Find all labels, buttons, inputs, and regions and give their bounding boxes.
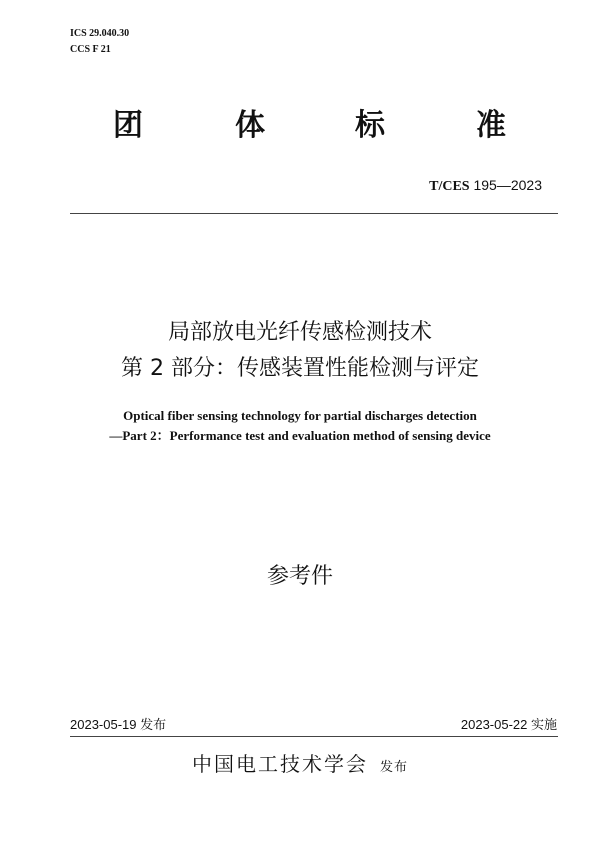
standard-type-char-2: 体	[235, 108, 265, 143]
standard-number	[429, 176, 542, 196]
title-en-line-2: —Part 2：Performance test and evaluation method of sensing device	[109, 428, 491, 443]
publisher-name: 中国电工技术学会	[191, 752, 368, 776]
standard-type-char-3: 标	[355, 108, 385, 143]
title-cn-line-2: 第 2 部分：传感装置性能检测与评定	[121, 356, 479, 381]
standard-type-char-4: 准	[476, 108, 506, 143]
header-divider	[70, 213, 558, 214]
issue-date: 2023-05-19 发布	[70, 717, 167, 732]
ics-code: ICS 29.040.30	[70, 28, 130, 39]
publisher	[0, 750, 600, 782]
standard-type-char-1: 团	[113, 108, 143, 143]
standard-number-value: 195—2023	[473, 177, 542, 193]
standard-type-heading	[0, 108, 600, 148]
title-en-line-1: Optical fiber sensing technology for partial discharges detection	[123, 408, 477, 423]
standard-number-prefix: T/CES	[429, 179, 470, 194]
publisher-action: 发布	[379, 760, 408, 775]
implementation-date: 2023-05-22 实施	[460, 717, 557, 732]
ccs-code: CCS F 21	[70, 44, 111, 55]
reference-label: 参考件	[266, 564, 333, 589]
footer-divider	[70, 736, 558, 737]
title-cn-line-1: 局部放电光纤传感检测技术	[167, 320, 432, 345]
